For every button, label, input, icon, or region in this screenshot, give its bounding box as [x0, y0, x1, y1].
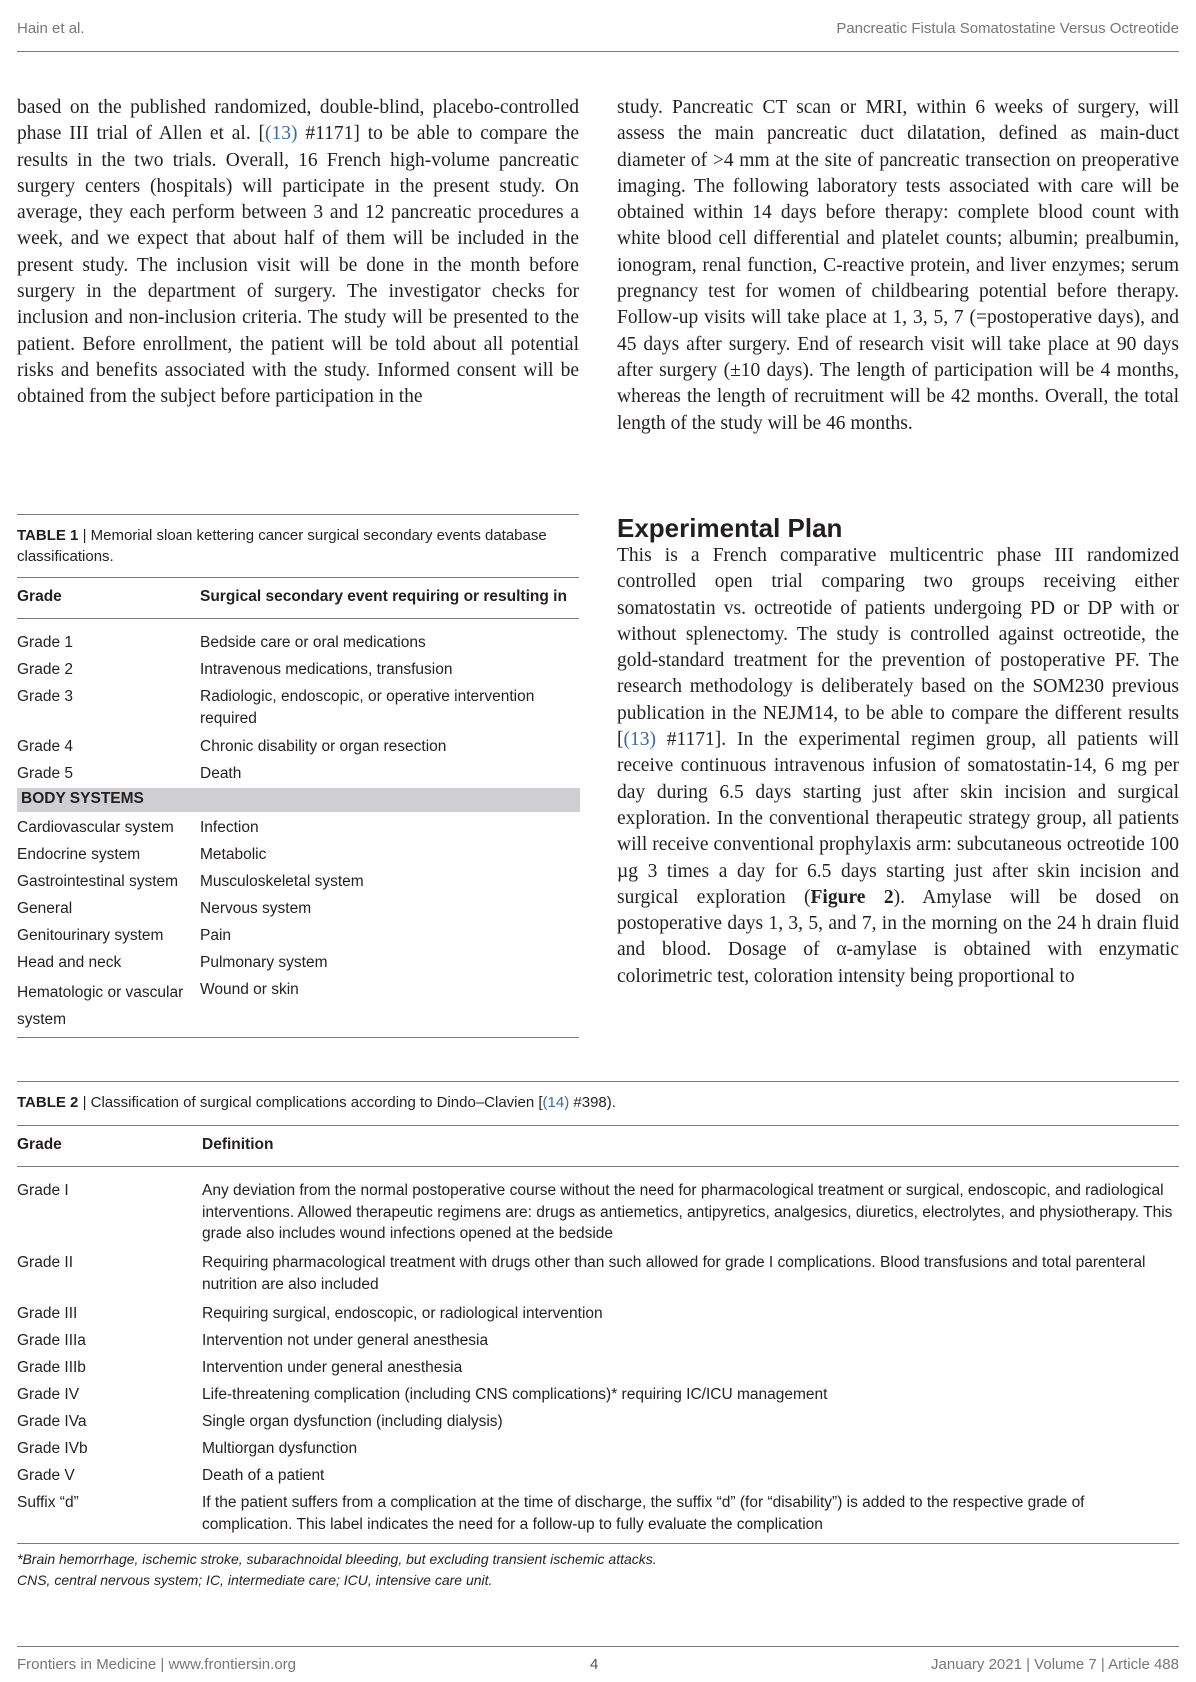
table2-header-grade: Grade [17, 1136, 62, 1153]
table2-bottom-rule [17, 1543, 1179, 1544]
table1-header-bottom-rule [17, 618, 579, 619]
table-cell: Death [200, 765, 242, 782]
table-cell: Grade 5 [17, 765, 74, 782]
table-cell: Grade I [17, 1182, 69, 1199]
table-cell: Grade IV [17, 1386, 80, 1403]
table-cell: Grade IVa [17, 1413, 87, 1430]
table-cell: Infection [200, 819, 259, 836]
table-cell: Multiorgan dysfunction [202, 1440, 358, 1457]
right-column-paragraph-2: This is a French comparative multicentric phase III randomized controlled open trial comparing two groups receiving either somatostatin vs. octreotide of patients undergoing PD or DP with or without splenectomy. The study is controlled against octreotide, the gold-standard treatment for the prevention of postoperative PF. The research methodology is deliberately based on the SOM230 previous publication in the NEJM14, to be able to compare the different results [(13) #1171]. In the experimental regimen group, all patients will receive continuous intravenous infusion of somatostatin-14, 6 mg per day during 6.5 days starting just after skin incision and surgical exploration. In the conventional therapeutic strategy group, all patients will receive conventional prophylaxis arm: subcutaneous octreotide 100 µg 3 times a day for 6.5 days starting just after skin incision and surgical exploration (Figure 2). Amylase will be dosed on postoperative days 1, 3, 5, and 7, in the morning on the 24 h drain fluid and blood. Dosage of α-amylase is obtained with enzymatic colorimetric test, coloration intensity being proportional to [617, 545, 1180, 987]
table1-section-band [17, 788, 580, 812]
table-cell: Hematologic or vascular system [17, 984, 184, 1028]
table-cell: Grade IIIb [17, 1359, 86, 1376]
table-cell: Any deviation from the normal postoperative course without the need for pharmacological treatment or surgical, endoscopic, and radiological interventions. Allowed therapeutic regimens are: drugs as antiemetics, antipyretics, analgesics, diuretics, electrolytes, and physiotherapy. This grade also includes wound infections opened at the bedside [202, 1182, 1173, 1242]
table-cell: Pulmonary system [200, 954, 328, 971]
table1-label: TABLE 1 [17, 527, 79, 544]
table-cell: Musculoskeletal system [200, 873, 364, 890]
table-cell: Grade IVb [17, 1440, 88, 1457]
page-number: 4 [590, 1656, 599, 1673]
reference-link[interactable]: (13) [623, 729, 656, 751]
table-cell: Grade IIIa [17, 1332, 86, 1349]
table-cell: Life-threatening complication (including CNS complications)* requiring IC/ICU management [202, 1386, 828, 1403]
table1-top-rule [17, 514, 579, 515]
table-cell: Intervention under general anesthesia [202, 1359, 463, 1376]
table-cell: Death of a patient [202, 1467, 325, 1484]
table-cell: Nervous system [200, 900, 312, 917]
running-header-authors: Hain et al. [17, 20, 85, 37]
table-cell: Requiring surgical, endoscopic, or radiological intervention [202, 1305, 603, 1322]
table-cell: Wound or skin [200, 981, 299, 998]
table1-section-label: BODY SYSTEMS [21, 790, 144, 807]
table-cell: Grade 2 [17, 661, 74, 678]
table2-header-top-rule [17, 1125, 1179, 1126]
table-cell: Intervention not under general anesthesia [202, 1332, 489, 1349]
table-cell: Intravenous medications, transfusion [200, 661, 453, 678]
table-cell: Gastrointestinal system [17, 873, 179, 890]
figure-link[interactable]: Figure 2 [810, 886, 894, 908]
table-cell: If the patient suffers from a complication at the time of discharge, the suffix “d” (for “disability”) is added to the respective grade of complication. This label indicates the need for a follow-up to fully evaluate the complication [202, 1494, 1085, 1533]
right-column-paragraph-1: study. Pancreatic CT scan or MRI, within 6 weeks of surgery, will assess the main pancreatic duct dilatation, defined as main-duct diameter of >4 mm at the site of pancreatic transection on preoperative imaging. The following laboratory tests associated with care will be obtained within 14 days before therapy: complete blood count with white blood cell differential and platelet counts; albumin; prealbumin, ionogram, renal function, C-reactive protein, and liver enzymes; serum pregnancy test for women of childbearing potential before therapy. Follow-up visits will take place at 1, 3, 5, 7 (=postoperative days), and 45 days after surgery. End of research visit will take place at 90 days after surgery (±10 days). The length of participation will be 4 months, whereas the length of recruitment will be 42 months. Overall, the total length of the study will be 46 months. [617, 97, 1179, 434]
table2-caption: TABLE 2 | Classification of surgical complications according to Dindo–Clavien [(14) #398). [17, 1094, 616, 1111]
table1-header-grade: Grade [17, 588, 62, 605]
footer-journal[interactable]: Frontiers in Medicine | www.frontiersin.org [17, 1656, 296, 1673]
table2-header-definition: Definition [202, 1136, 274, 1153]
table-cell: Grade 3 [17, 688, 74, 705]
table2-footnote-abbreviations: CNS, central nervous system; IC, intermediate care; ICU, intensive care unit. [17, 1572, 493, 1588]
table1-header-event: Surgical secondary event requiring or resulting in [200, 588, 567, 605]
table-cell: Requiring pharmacological treatment with drugs other than such allowed for grade I complications. Blood transfusions and total parenteral nutrition are also included [202, 1254, 1146, 1293]
footer-rule [17, 1646, 1179, 1647]
table2-footnote-asterisk: *Brain hemorrhage, ischemic stroke, subarachnoidal bleeding, but excluding transient ischemic attacks. [17, 1551, 657, 1567]
table1-bottom-rule [17, 1037, 579, 1038]
section-heading-experimental-plan: Experimental Plan [617, 513, 843, 543]
table-cell: Bedside care or oral medications [200, 634, 426, 651]
table1-caption: TABLE 1 | Memorial sloan kettering cancer surgical secondary events database classifications. [17, 527, 547, 565]
table-cell: General [17, 900, 73, 917]
header-rule [17, 51, 1179, 52]
table-cell: Endocrine system [17, 846, 141, 863]
reference-link[interactable]: (14) [542, 1094, 570, 1111]
table-cell: Pain [200, 927, 232, 944]
table-cell: Radiologic, endoscopic, or operative intervention required [200, 688, 535, 727]
table-cell: Metabolic [200, 846, 267, 863]
reference-link[interactable]: (13) [265, 123, 298, 145]
table-cell: Single organ dysfunction (including dialysis) [202, 1413, 503, 1430]
table-cell: Grade II [17, 1254, 73, 1271]
left-paragraph: based on the published randomized, double-blind, placebo-controlled phase III trial of Allen et al. [(13) #1171] to be able to compare the results in the two trials. Overall, 16 French high-volume pancreatic surgery centers (hospitals) will participate in the present study. On average, they each perform between 3 and 12 pancreatic procedures a week, and we expect that about half of them will be included in the present study. The inclusion visit will be done in the month before surgery in the department of surgery. The investigator checks for inclusion and non-inclusion criteria. The study will be presented to the patient. Before enrollment, the patient will be told about all potential risks and benefits associated with the study. Informed consent will be obtained from the subject before participation in the [17, 97, 579, 408]
table-cell: Grade III [17, 1305, 78, 1322]
table-cell: Cardiovascular system [17, 819, 174, 836]
running-header-title: Pancreatic Fistula Somatostatine Versus Octreotide [836, 20, 1179, 37]
table-cell: Grade V [17, 1467, 75, 1484]
table-cell: Genitourinary system [17, 927, 164, 944]
table-cell: Suffix “d” [17, 1494, 79, 1511]
table2-header-bottom-rule [17, 1166, 1179, 1167]
footer-issue: January 2021 | Volume 7 | Article 488 [931, 1656, 1179, 1673]
table-cell: Grade 1 [17, 634, 74, 651]
table2-label: TABLE 2 [17, 1094, 79, 1111]
table-cell: Chronic disability or organ resection [200, 738, 447, 755]
table-cell: Grade 4 [17, 738, 74, 755]
left-column-text [17, 95, 579, 411]
table1-header-top-rule [17, 577, 579, 578]
table-cell: Head and neck [17, 954, 122, 971]
table2-top-rule [17, 1081, 1179, 1082]
